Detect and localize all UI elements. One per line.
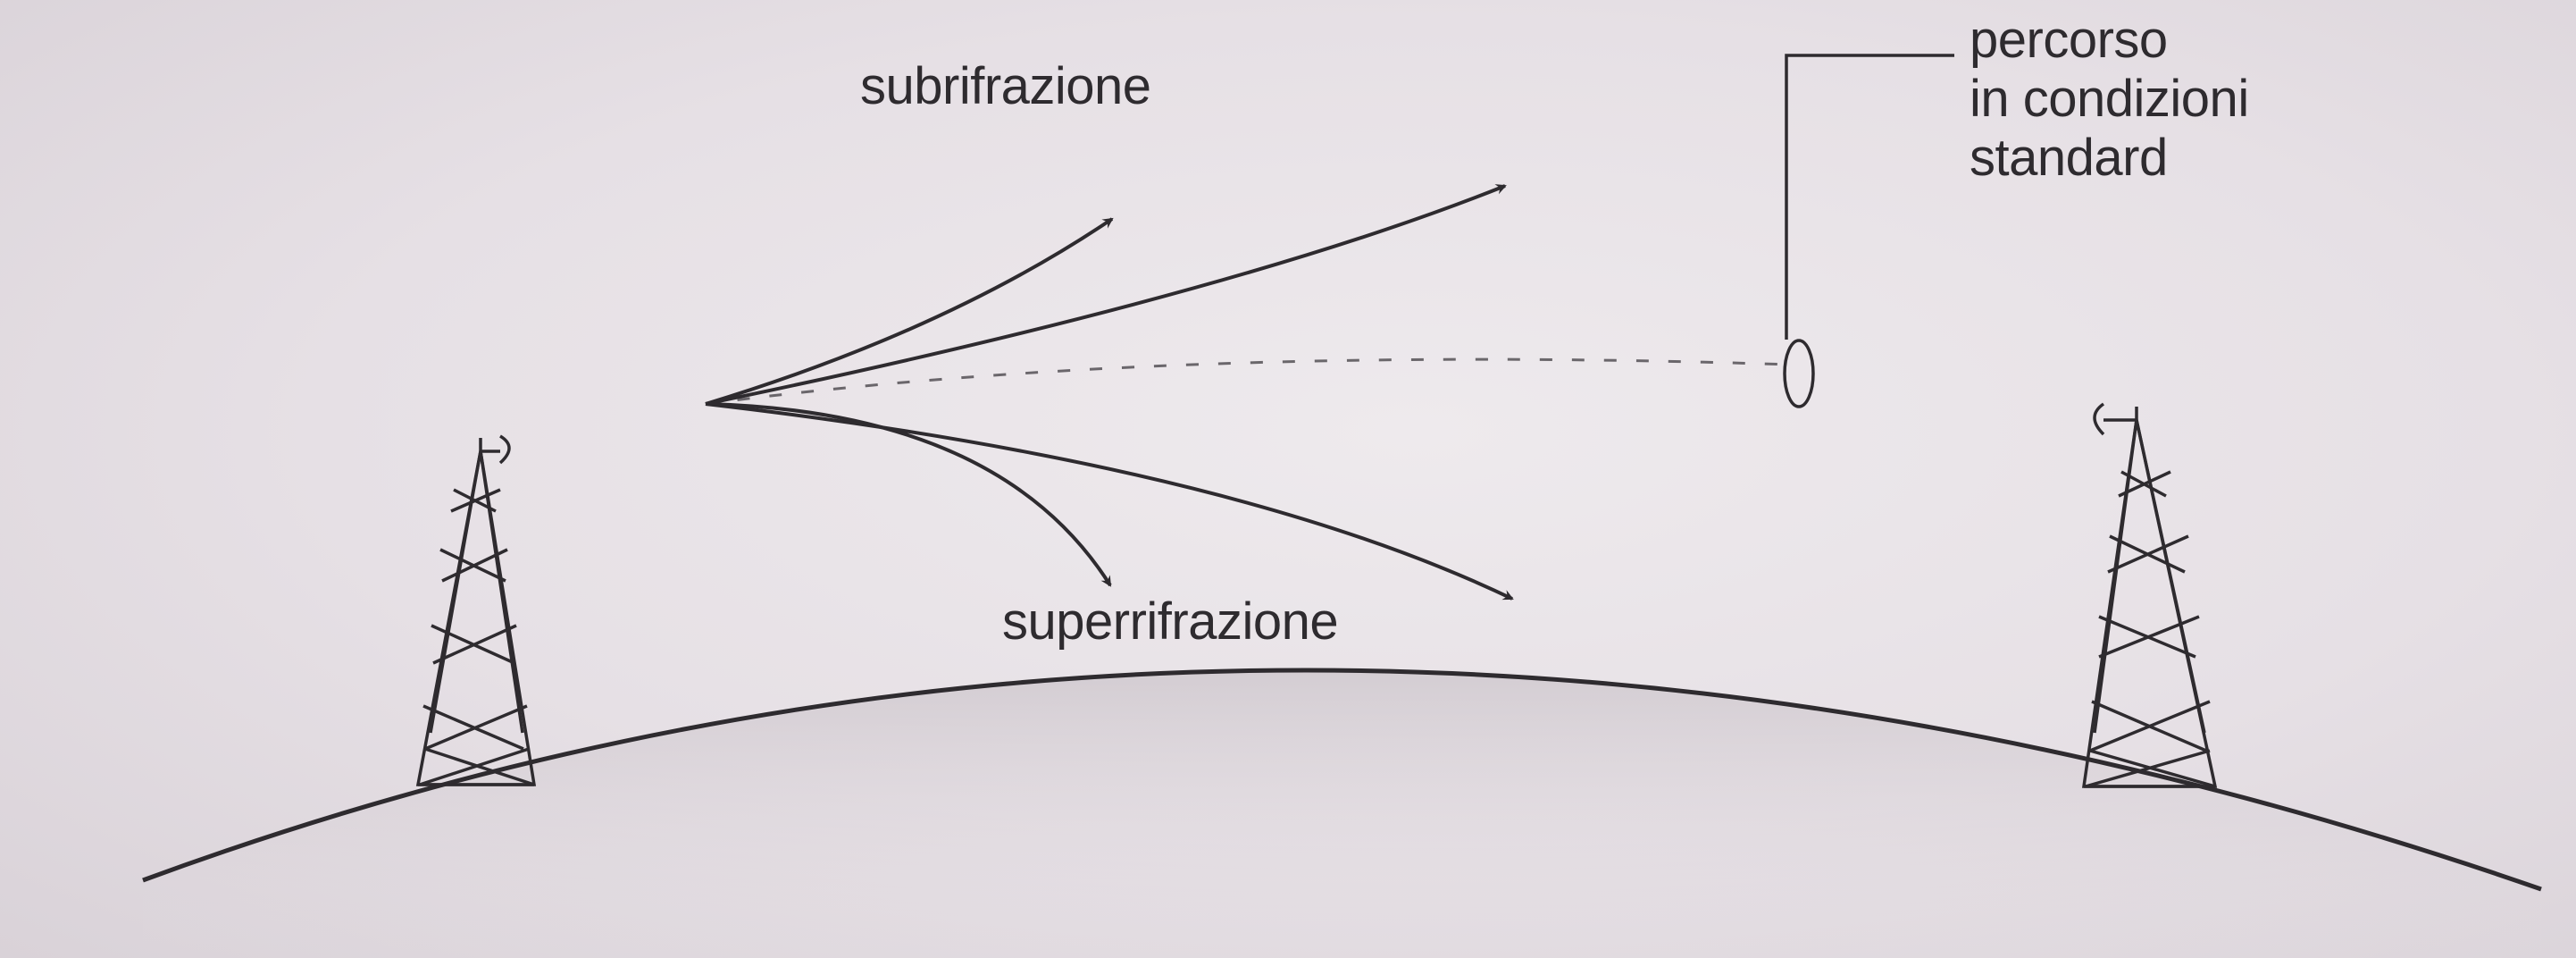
standard-path-label-line-2: in condizioni (1970, 70, 2249, 128)
standard-path-label-line-3: standard (1970, 129, 2168, 187)
standard-path-leader (1786, 55, 1954, 340)
standard-path-line (706, 359, 1791, 404)
subrefraction-ray-upper (706, 219, 1112, 404)
standard-path-label (1970, 11, 2249, 188)
subrefraction-label: subrifrazione (860, 57, 1151, 115)
right-antenna-tower (2084, 404, 2215, 786)
standard-path-marker (1785, 340, 1813, 407)
left-antenna-tower (418, 436, 534, 785)
superrefraction-label: superrifrazione (1002, 592, 1339, 651)
standard-path-label-line-1: percorso (1970, 11, 2168, 69)
superrefraction-ray-lower (706, 404, 1512, 599)
subrefraction-ray-lower (706, 186, 1505, 404)
right-dish-icon (2095, 404, 2103, 434)
left-dish-icon (500, 436, 509, 463)
